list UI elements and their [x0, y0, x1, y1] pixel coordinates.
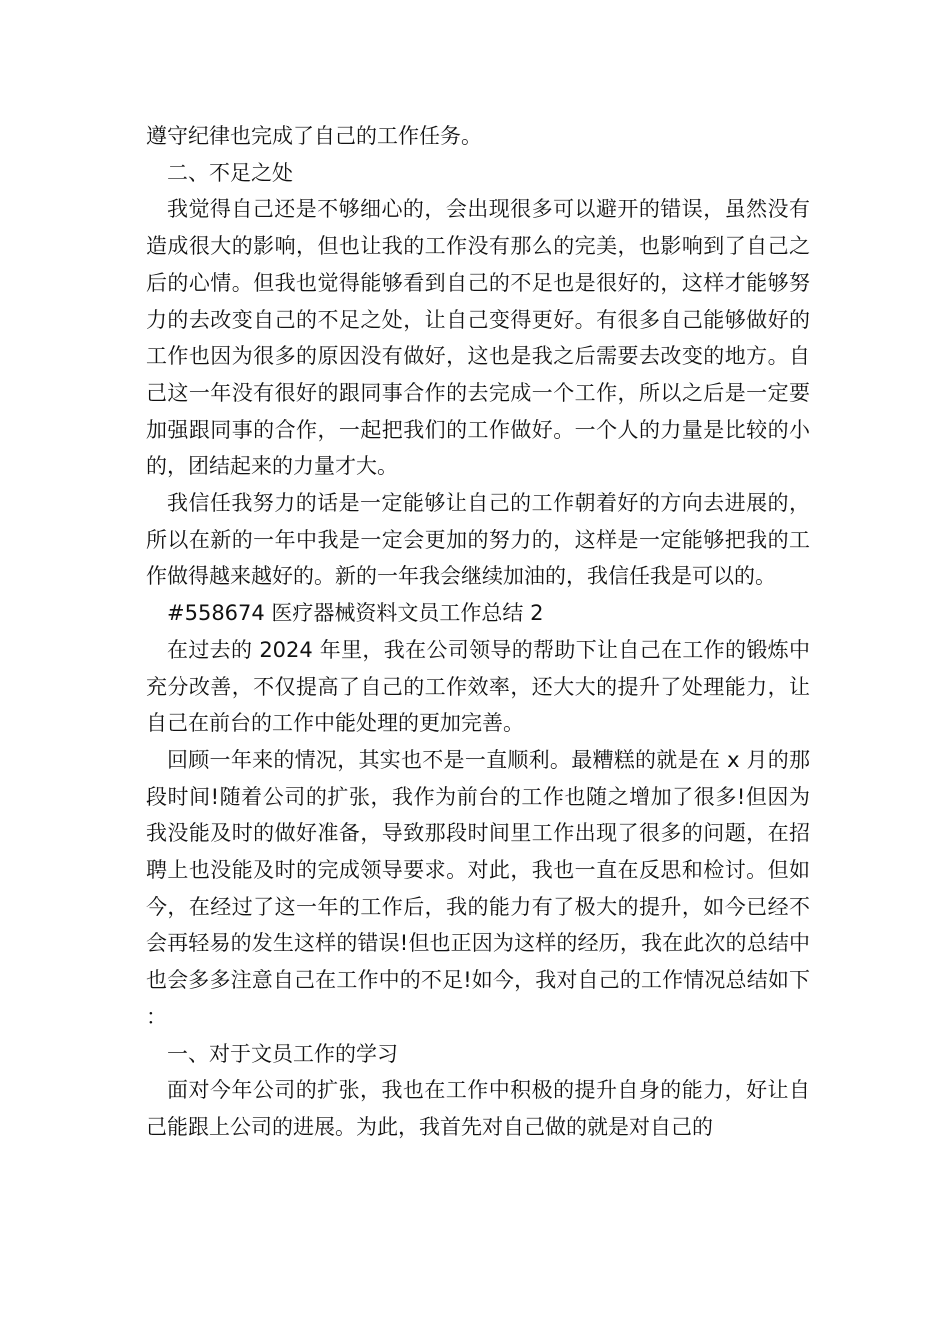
paragraph-review: 回顾一年来的情况，其实也不是一直顺利。最糟糕的就是在 x 月的那段时间!随着公司的扩张，我作为前台的工作也随之增加了很多!但因为我没能及时的做好准备，导致那段时间里工作出现了很多的问题，在招聘上也没能及时的完成领导要求。对此，我也一直在反思和检讨。但如今，在经过了这一年的工作后，我的能力有了极大的提升，如今已经不会再轻易的发生这样的错误!但也正因为这样的经历，我在此次的总结中也会多多注意自己在工作中的不足!如今，我对自己的工作情况总结如下：	[146, 747, 810, 1029]
paragraph-resolution: 我信任我努力的话是一定能够让自己的工作朝着好的方向去进展的，所以在新的一年中我是一定会更加的努力的，这样是一定能够把我的工作做得越来越好的。新的一年我会继续加油的，我信任我是可以的。	[146, 491, 810, 589]
paragraph-learning: 面对今年公司的扩张，我也在工作中积极的提升自身的能力，好让自己能跟上公司的进展。为此，我首先对自己做的就是对自己的	[146, 1078, 810, 1139]
article-title: #558674 医疗器械资料文员工作总结 2	[167, 601, 544, 626]
paragraph-shortcomings: 我觉得自己还是不够细心的，会出现很多可以避开的错误，虽然没有造成很大的影响，但也让我的工作没有那么的完美，也影响到了自己之后的心情。但我也觉得能够看到自己的不足也是很好的，这样才能够努力的去改变自己的不足之处，让自己变得更好。有很多自己能够做好的工作也因为很多的原因没有做好，这也是我之后需要去改变的地方。自己这一年没有很好的跟同事合作的去完成一个工作，所以之后是一定要加强跟同事的合作，一起把我们的工作做好。一个人的力量是比较的小的，团结起来的力量才大。	[146, 197, 810, 479]
document-body	[146, 118, 810, 1146]
section-heading-shortcomings: 二、不足之处	[167, 160, 293, 185]
section-heading-learning: 一、对于文员工作的学习	[167, 1041, 398, 1066]
paragraph-continuation: 遵守纪律也完成了自己的工作任务。	[146, 124, 482, 148]
paragraph-intro: 在过去的 2024 年里，我在公司领导的帮助下让自己在工作的锻炼中充分改善，不仅提高了自己的工作效率，还大大的提升了处理能力，让自己在前台的工作中能处理的更加完善。	[146, 637, 810, 736]
